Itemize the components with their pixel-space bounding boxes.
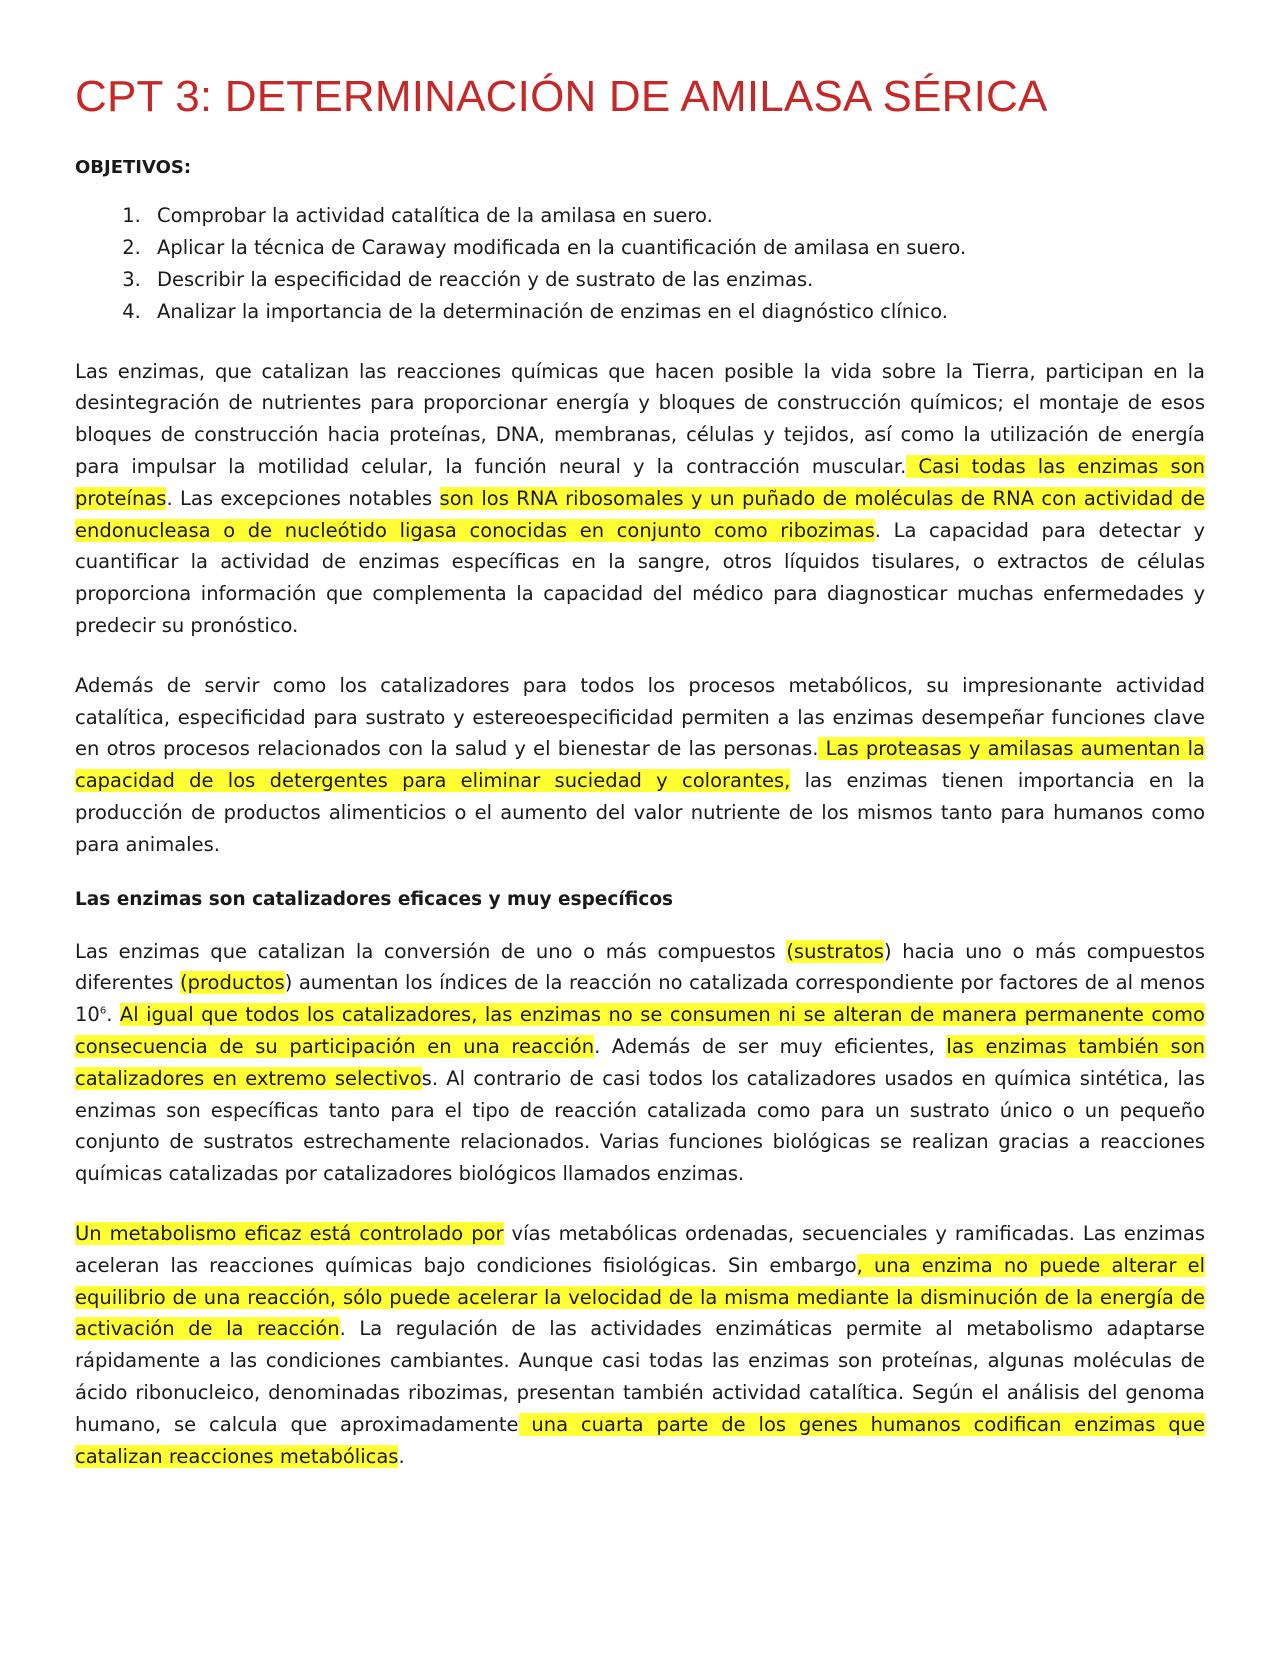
objective-item: 1. Comprobar la actividad catalítica de la amilasa en suero. <box>147 200 1205 232</box>
paragraph-enzyme-uses <box>75 670 1205 861</box>
text-run: ) hacia uno o más compuestos diferentes <box>75 939 1205 995</box>
objectives-list <box>75 200 1205 328</box>
objective-item: 2. Aplicar la técnica de Caraway modificada en la cuantificación de amilasa en suero. <box>147 232 1205 264</box>
text-run: . <box>106 1003 120 1027</box>
highlighted-text: Las proteasas y amilasas aumentan la capacidad de los detergentes para eliminar suciedad y colorantes, <box>75 737 1205 793</box>
text-run: vías metabólicas ordenadas, secuenciales y ramificadas. Las enzimas aceleran las reacciones químicas bajo condiciones fisiológicas. Sin embargo <box>75 1221 1206 1277</box>
highlighted-text: Casi todas las enzimas son proteínas <box>75 454 1205 510</box>
highlighted-text: Un metabolismo eficaz está controlado por <box>75 1221 504 1245</box>
text-run: Además de servir como los catalizadores para todos los procesos metabólicos, su impresionante actividad catalítica, especificidad para sustrato y estereoespecificidad permiten a las enzimas desempeñar funciones clave en otros procesos relacionados con la salud y el bienestar de las personas. <box>75 673 1205 761</box>
highlighted-text: una cuarta parte de los genes humanos codifican enzimas que catalizan reacciones metabólicas <box>75 1412 1206 1468</box>
objective-item: 3. Describir la especificidad de reacción y de sustrato de las enzimas. <box>147 264 1205 296</box>
objective-item: 4. Analizar la importancia de la determinación de enzimas en el diagnóstico clínico. <box>147 296 1205 328</box>
highlighted-text: (productos <box>179 971 285 995</box>
highlighted-text: (sustratos <box>786 939 884 963</box>
text-run: . Las excepciones notables <box>166 486 440 510</box>
page-title: CPT 3: DETERMINACIÓN DE AMILASA SÉRICA <box>75 72 1048 121</box>
paragraph-metabolism <box>75 1218 1205 1472</box>
highlighted-text: , una enzima no puede alterar el equilibrio de una reacción, sólo puede acelerar la velocidad de la misma mediante la disminución de la energía de activación de la reacción <box>75 1253 1205 1341</box>
text-run: ) aumentan los índices de la reacción no catalizada correspondiente por factores de al menos 10 <box>75 971 1206 1027</box>
objectives-label: OBJETIVOS: <box>75 156 192 178</box>
text-run: Las enzimas, que catalizan las reacciones químicas que hacen posible la vida sobre la Tierra, participan en la desintegración de nutrientes para proporcionar energía y bloques de construcción químicos; el montaje de esos bloques de construcción hacia proteínas, DNA, membranas, células y tejidos, así como la utilización de energía para impulsar la motilidad celular, la función neural y la contracción muscular. <box>75 359 1205 478</box>
highlighted-text: son los RNA ribosomales y un puñado de moléculas de RNA con actividad de endonucleasa o de nucleótido ligasa conocidas en conjunto como ribozimas <box>75 486 1205 542</box>
text-run: . La capacidad para detectar y cuantificar la actividad de enzimas específicas en la sangre, otros líquidos tisulares, o extractos de células proporciona información que complementa la capacidad del médico para diagnosticar muchas enfermedades y predecir su pronóstico. <box>75 518 1205 637</box>
highlighted-text: Al igual que todos los catalizadores, las enzimas no se consumen ni se alteran de manera permanente como consecuencia de su participación en una reacción <box>75 1003 1205 1058</box>
text-run: s. Al contrario de casi todos los catalizadores usados en química sintética, las enzimas son específicas tanto para el tipo de reacción catalizada como para un sustrato único o un pequeño conjunto de sustratos estrechamente relacionados. Varias funciones biológicas se realizan gracias a reacciones químicas catalizadas por catalizadores biológicos llamados enzimas. <box>75 1066 1205 1186</box>
text-run: las enzimas tienen importancia en la producción de productos alimenticios o el aumento del valor nutriente de los mismos tanto para humanos como para animales. <box>75 769 1205 856</box>
highlighted-text: las enzimas también son catalizadores en extremo selectivo <box>75 1034 1205 1090</box>
text-run: . Además de ser muy eficientes, <box>594 1034 947 1058</box>
text-run: . <box>398 1444 405 1468</box>
text-run: Las enzimas que catalizan la conversión de uno o más compuestos <box>75 939 787 963</box>
section-heading: Las enzimas son catalizadores eficaces y muy específicos <box>75 888 674 910</box>
text-run: . La regulación de las actividades enzimáticas permite al metabolismo adaptarse rápidamente a las condiciones cambiantes. Aunque casi todas las enzimas son proteínas, algunas moléculas de ácido ribonucleico, denominadas ribozimas, presentan también actividad catalítica. Según el análisis del genoma humano, se calcula que aproximadamente <box>75 1317 1205 1436</box>
paragraph-catalysts <box>75 936 1205 1190</box>
superscript-exponent: 6 <box>99 1005 107 1017</box>
paragraph-enzymes-intro <box>75 356 1205 642</box>
